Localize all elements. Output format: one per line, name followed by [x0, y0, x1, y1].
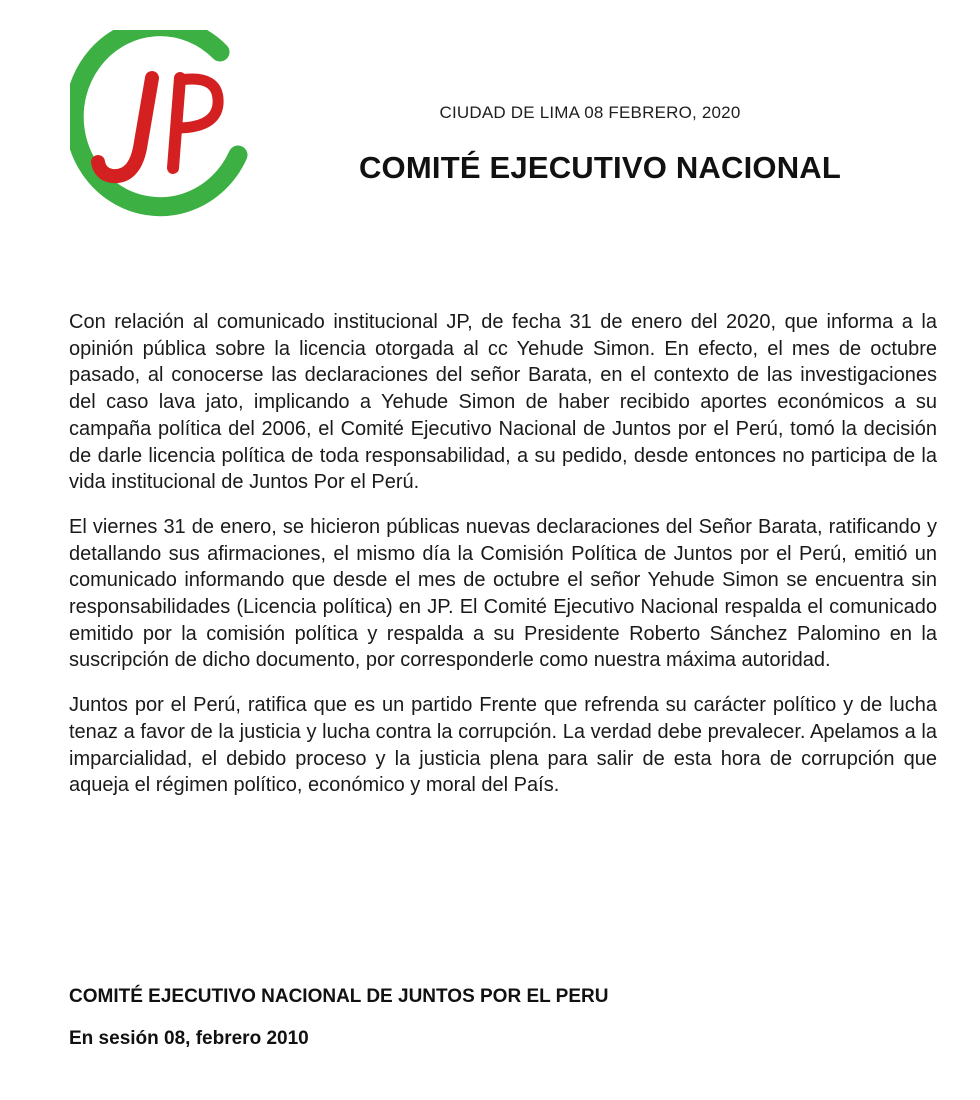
- place-and-date: CIUDAD DE LIMA 08 FEBRERO, 2020: [439, 103, 741, 122]
- signature-session: En sesión 08, febrero 2010: [69, 1028, 309, 1049]
- document-title: COMITÉ EJECUTIVO NACIONAL: [358, 150, 842, 185]
- body-paragraph: El viernes 31 de enero, se hicieron públicas nuevas declaraciones del Señor Barata, ratificando y detallando sus afirmaciones, el mismo día la Comisión Política de Juntos por el Perú, emitió un comunicado informando que desde el mes de octubre el señor Yehude Simon se encuentra sin responsabilidades (Licencia política) en JP. El Comité Ejecutivo Nacional respalda el comunicado emitido por la comisión política y respalda a su Presidente Roberto Sánchez Palomino en la suscripción de dicho documento, por corresponderle como nuestra máxima autoridad.: [69, 515, 937, 672]
- document-body: [69, 309, 937, 817]
- jp-party-logo-icon: [70, 30, 250, 235]
- body-paragraph: Con relación al comunicado institucional JP, de fecha 31 de enero del 2020, que informa a la opinión pública sobre la licencia otorgada al cc Yehude Simon. En efecto, el mes de octubre pasado, al conocerse las declaraciones del señor Barata, en el contexto de las investigaciones del caso lava jato, implicando a Yehude Simon de haber recibido aportes económicos a su campaña política del 2006, el Comité Ejecutivo Nacional de Juntos por el Perú, tomó la decisión de darle licencia política de toda responsabilidad, a su pedido, desde entonces no participa de la vida institucional de Juntos Por el Perú.: [69, 311, 937, 494]
- signature-block: [69, 986, 937, 1050]
- body-paragraph: Juntos por el Perú, ratifica que es un partido Frente que refrenda su carácter político y de lucha tenaz a favor de la justicia y lucha contra la corrupción. La verdad debe prevalecer. Apelamos a la imparcialidad, el debido proceso y la justicia plena para salir de esta hora de corrupción que aqueja el régimen político, económico y moral del País.: [69, 694, 937, 797]
- signature-organization: COMITÉ EJECUTIVO NACIONAL DE JUNTOS POR EL PERU: [69, 986, 609, 1007]
